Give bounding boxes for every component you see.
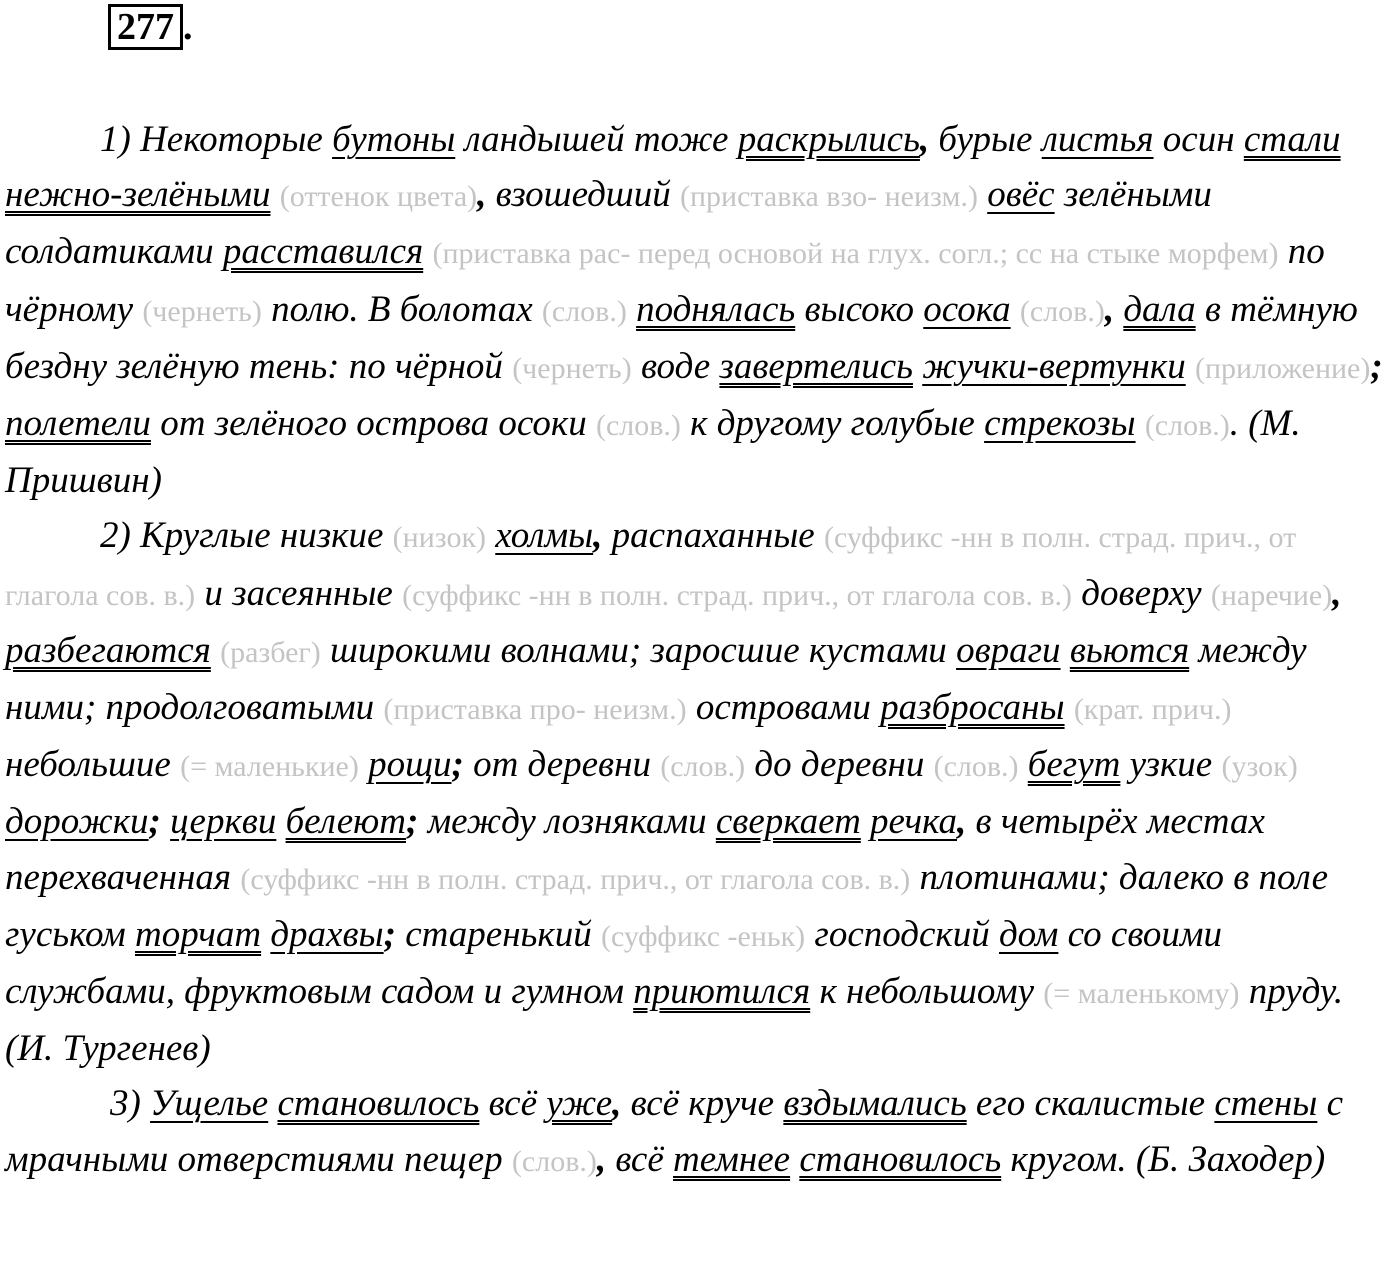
grey-comment: (слов.) bbox=[933, 750, 1019, 784]
text-run bbox=[261, 914, 270, 955]
text-run: широкими волнами; заросшие кустами bbox=[320, 629, 957, 671]
text-run: доверху bbox=[1072, 572, 1211, 614]
grey-comment: (узок) bbox=[1221, 750, 1298, 784]
grey-comment: (слов.) bbox=[511, 1144, 597, 1178]
predicate-underlined: приютился bbox=[633, 971, 811, 1013]
grey-comment: (суффикс -нн в полн. страд. прич., от глагола сов. в.) bbox=[5, 521, 1297, 612]
text-run: полю. В болотах bbox=[261, 288, 542, 330]
exercise-number-box: 277 bbox=[108, 4, 183, 50]
grey-comment: (слов.) bbox=[595, 409, 681, 443]
subject-underlined: драхвы bbox=[270, 913, 384, 955]
subject-underlined: рощи bbox=[368, 744, 452, 786]
text-run: пруду. (И. Тургенев) bbox=[5, 971, 1344, 1070]
punctuation-mark: , bbox=[612, 1083, 622, 1125]
text-run: бурые bbox=[929, 119, 1042, 160]
text-run: 3) bbox=[110, 1083, 151, 1125]
text-run bbox=[913, 346, 922, 387]
punctuation-mark: , bbox=[957, 801, 967, 843]
grey-comment: (= маленькие) bbox=[180, 750, 359, 784]
grey-comment: (чернеть) bbox=[512, 351, 632, 385]
punctuation-mark: , bbox=[477, 174, 487, 216]
predicate-underlined: дала bbox=[1123, 288, 1196, 330]
punctuation-mark: , bbox=[1332, 572, 1342, 614]
subject-underlined: речка bbox=[870, 801, 958, 843]
text-run: кругом. (Б. Заходер) bbox=[1001, 1138, 1326, 1180]
subject-underlined: церкви bbox=[170, 801, 277, 843]
subject-underlined: жучки-вертунки bbox=[922, 345, 1186, 387]
text-run: осин bbox=[1153, 119, 1244, 160]
text-run: воде bbox=[631, 345, 720, 387]
text-run: островами bbox=[686, 687, 881, 729]
predicate-underlined: раскрылись bbox=[737, 119, 920, 160]
grey-comment: (крат. прич.) bbox=[1073, 693, 1232, 727]
exercise-number: 277 . bbox=[108, 4, 193, 50]
predicate-underlined: уже bbox=[546, 1083, 613, 1125]
predicate-underlined: темнее bbox=[673, 1138, 791, 1180]
subject-underlined: дом bbox=[998, 913, 1059, 955]
text-run bbox=[1114, 289, 1123, 330]
paragraph-3 bbox=[5, 1076, 1390, 1188]
predicate-underlined: разбросаны bbox=[880, 687, 1065, 729]
text-run: к небольшому bbox=[810, 971, 1044, 1013]
text-run: с мрачными отверстиями пещер bbox=[5, 1083, 1344, 1180]
text-run: высоко bbox=[795, 288, 924, 330]
text-run: господский bbox=[805, 913, 999, 955]
text-run bbox=[270, 174, 279, 215]
text-run bbox=[486, 515, 495, 556]
grey-comment: (приложение) bbox=[1194, 351, 1371, 385]
paragraph-2 bbox=[5, 508, 1390, 1076]
text-run bbox=[861, 801, 870, 842]
grey-comment: (= маленькому) bbox=[1043, 977, 1240, 1011]
grey-comment: (слов.) bbox=[541, 294, 627, 328]
subject-underlined: Ущелье bbox=[150, 1083, 269, 1125]
text-run: распаханные bbox=[602, 515, 824, 557]
grey-comment: (оттенок цвета) bbox=[279, 180, 478, 214]
subject-underlined: бутоны bbox=[332, 119, 456, 160]
paragraph-1 bbox=[5, 112, 1390, 508]
text-run: 2) Круглые низкие bbox=[100, 515, 393, 557]
grey-comment: (наречие) bbox=[1210, 578, 1333, 612]
text-run bbox=[1065, 687, 1074, 728]
text-run bbox=[978, 174, 987, 215]
text-run: от зелёного острова осоки bbox=[150, 403, 596, 445]
text-run bbox=[359, 744, 368, 785]
grey-comment: (разбег) bbox=[220, 635, 321, 669]
text-run: всё bbox=[479, 1083, 547, 1125]
text-run: всё bbox=[606, 1138, 674, 1180]
text-run: по чёрному bbox=[5, 231, 1325, 330]
text-run: в тёмную бездну зелёную тень: по чёрной bbox=[5, 288, 1358, 387]
text-run: . (М. Пришвин) bbox=[5, 403, 1301, 502]
text-run: ландышей тоже bbox=[455, 119, 738, 160]
predicate-underlined: стали нежно-зелёными bbox=[5, 119, 1341, 216]
text-run bbox=[1136, 403, 1145, 444]
punctuation-mark: ; bbox=[1370, 345, 1383, 387]
grey-comment: (приставка взо- неизм.) bbox=[679, 180, 978, 214]
text-run bbox=[211, 630, 220, 671]
text-run: плотинами; далеко в поле гуськом bbox=[5, 856, 1329, 955]
text-run: зелёными солдатиками bbox=[5, 174, 1212, 273]
grey-comment: (приставка про- неизм.) bbox=[383, 693, 687, 727]
predicate-underlined: расставился bbox=[222, 231, 424, 273]
exercise-text bbox=[5, 112, 1390, 1189]
grey-comment: (суффикс -нн в полн. страд. прич., от глагола сов. в.) bbox=[402, 578, 1073, 612]
predicate-underlined: вьются bbox=[1069, 629, 1190, 671]
text-run bbox=[1011, 289, 1020, 330]
text-run bbox=[1061, 630, 1070, 671]
text-run bbox=[1019, 744, 1028, 785]
text-run bbox=[790, 1139, 799, 1180]
text-run bbox=[276, 801, 285, 842]
predicate-underlined: разбегаются bbox=[5, 629, 211, 671]
subject-underlined: холмы bbox=[495, 515, 594, 557]
punctuation-mark: , bbox=[593, 515, 603, 557]
predicate-underlined: торчат bbox=[134, 913, 262, 955]
subject-underlined: стрекозы bbox=[984, 403, 1136, 445]
text-run bbox=[161, 801, 170, 842]
text-run: 1) Некоторые bbox=[100, 119, 333, 160]
text-run: к другому голубые bbox=[680, 403, 985, 445]
grey-comment: (суффикс -еньк) bbox=[600, 919, 806, 953]
punctuation-mark: , bbox=[1104, 288, 1115, 330]
text-run: узкие bbox=[1120, 744, 1222, 786]
subject-underlined: листья bbox=[1041, 119, 1154, 160]
punctuation-mark: ; bbox=[148, 801, 161, 843]
text-run: от деревни bbox=[463, 744, 661, 786]
grey-comment: (слов.) bbox=[1144, 409, 1230, 443]
grey-comment: (чернеть) bbox=[142, 294, 262, 328]
subject-underlined: стены bbox=[1214, 1083, 1318, 1125]
text-run: и засеянные bbox=[195, 572, 403, 614]
subject-underlined: овёс bbox=[987, 174, 1055, 216]
grey-comment: (низок) bbox=[392, 521, 487, 555]
punctuation-mark: , bbox=[596, 1138, 607, 1180]
subject-underlined: осока bbox=[923, 288, 1011, 330]
text-run: между ними; продолговатыми bbox=[5, 629, 1307, 729]
punctuation-mark: ; bbox=[383, 913, 396, 955]
grey-comment: (слов.) bbox=[660, 750, 746, 784]
text-run bbox=[627, 289, 636, 330]
text-run: между лозняками bbox=[418, 801, 716, 843]
text-run bbox=[1186, 346, 1195, 387]
subject-underlined: дорожки bbox=[5, 801, 149, 843]
predicate-underlined: завертелись bbox=[719, 345, 913, 387]
punctuation-mark: , bbox=[919, 119, 930, 160]
text-run: со своими службами, фруктовым садом и гумном bbox=[5, 913, 1222, 1013]
grey-comment: (суффикс -нн в полн. страд. прич., от глагола сов. в.) bbox=[240, 862, 911, 896]
predicate-underlined: полетели bbox=[5, 403, 151, 445]
text-run: его скалистые bbox=[966, 1083, 1215, 1125]
predicate-underlined: бегут bbox=[1027, 744, 1121, 786]
predicate-underlined: поднялась bbox=[636, 288, 796, 330]
text-run: до деревни bbox=[745, 744, 934, 786]
text-run: старенький bbox=[395, 913, 601, 955]
predicate-underlined: вздымались bbox=[783, 1083, 967, 1125]
predicate-underlined: сверкает bbox=[715, 801, 861, 843]
grey-comment: (приставка рас- перед основой на глух. согл.; сс на стыке морфем) bbox=[432, 237, 1279, 271]
predicate-underlined: становилось bbox=[277, 1083, 480, 1125]
text-run: в четырёх местах перехваченная bbox=[5, 801, 1265, 898]
punctuation-mark: ; bbox=[405, 801, 419, 843]
text-run: всё круче bbox=[621, 1083, 784, 1125]
grey-comment: (слов.) bbox=[1019, 294, 1105, 328]
punctuation-mark: ; bbox=[451, 744, 464, 786]
predicate-underlined: становилось bbox=[799, 1138, 1002, 1180]
text-run: небольшие bbox=[5, 744, 181, 786]
text-run: взошедший bbox=[486, 174, 680, 216]
predicate-underlined: белеют bbox=[285, 801, 406, 843]
subject-underlined: овраги bbox=[956, 629, 1061, 671]
